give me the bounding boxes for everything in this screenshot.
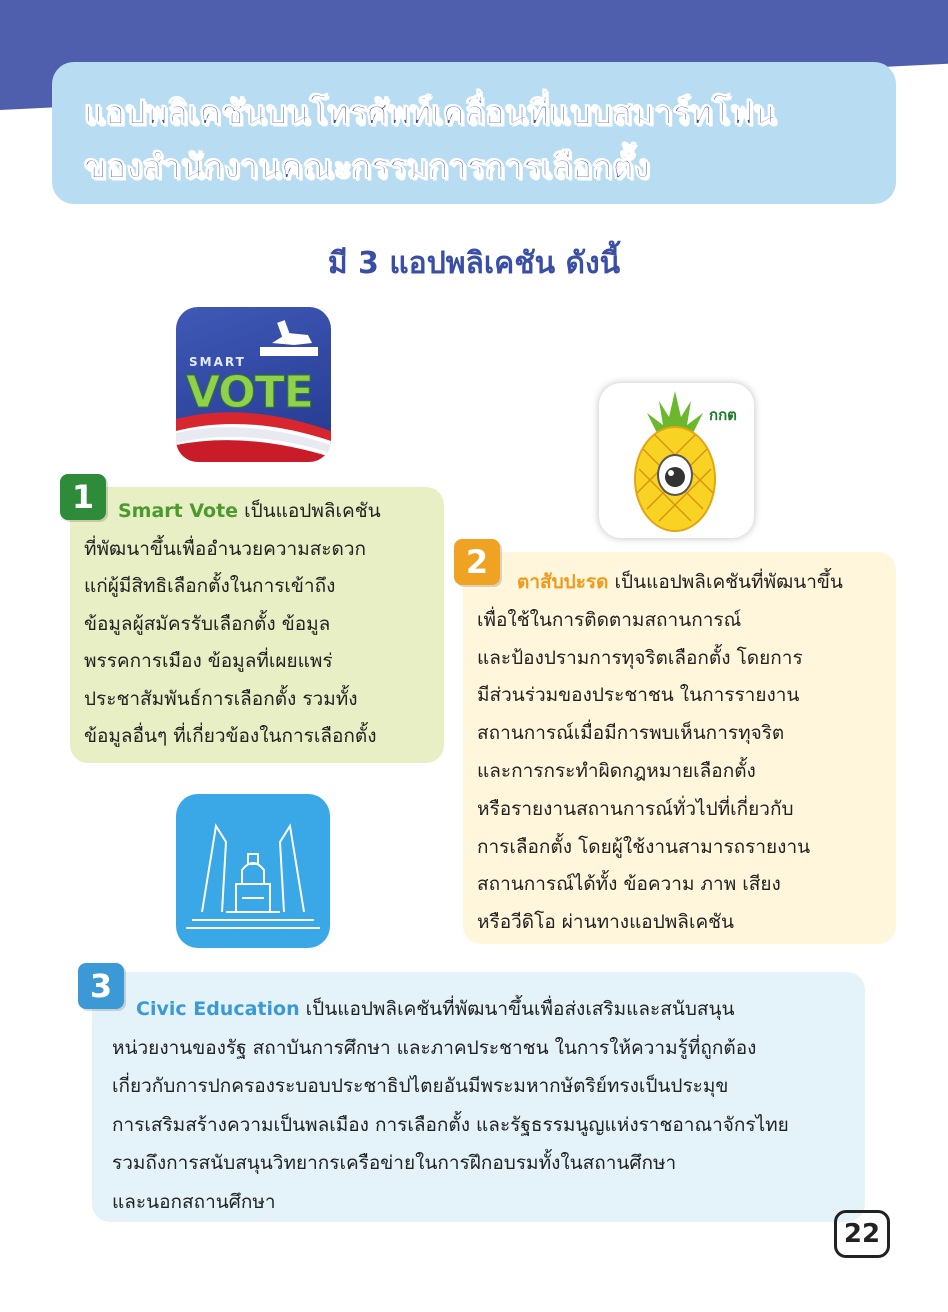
description-line: และป้องปรามการทุจริตเลือกตั้ง โดยการ [477, 646, 803, 669]
description-line: และการกระทำผิดกฎหมายเลือกตั้ง [477, 759, 756, 782]
app-name-civic-education: Civic Education [136, 998, 300, 1020]
app-number-badge-2: 2 [454, 539, 500, 585]
page-title-line-1: แอปพลิเคชันบนโทรศัพท์เคลื่อนที่แบบสมาร์ทโฟน [84, 93, 776, 132]
description-line: เกี่ยวกับการปกครองระบอบประชาธิปไตยอันมีพระมหากษัตริย์ทรงเป็นประมุข [112, 1075, 729, 1097]
smart-vote-icon-label-big: VOTE [186, 367, 313, 418]
title-box [52, 62, 896, 204]
description-line: หรือวีดิโอ ผ่านทางแอปพลิเคชัน [477, 911, 735, 934]
description-line: หรือรายงานสถานการณ์ทั่วไปที่เกี่ยวกับ [477, 797, 794, 820]
description-line: รวมถึงการสนับสนุนวิทยากรเครือข่ายในการฝึกอบรมทั้งในสถานศึกษา [112, 1152, 677, 1174]
description-line [112, 990, 789, 1029]
section-subtitle: มี 3 แอปพลิเคชัน ดังนี้ [327, 246, 621, 281]
description-line: การเสริมสร้างความเป็นพลเมือง การเลือกตั้ง และรัฐธรรมนูญแห่งราชอาณาจักรไทย [112, 1113, 789, 1136]
smart-vote-app-icon [176, 307, 331, 462]
pineapple-app-icon [599, 383, 754, 538]
page-number: 22 [834, 1210, 890, 1258]
description-line: ที่พัฒนาขึ้นเพื่ออำนวยความสะดวก [84, 537, 367, 560]
description-line: สถานการณ์ได้ทั้ง ข้อความ ภาพ เสียง [477, 873, 781, 896]
description-line: ประชาสัมพันธ์การเลือกตั้ง รวมทั้ง [84, 687, 358, 710]
description-line: ข้อมูลผู้สมัครรับเลือกตั้ง ข้อมูล [84, 612, 331, 635]
description-line: มีส่วนร่วมของประชาชน ในการรายงาน [477, 684, 800, 707]
description-line: หน่วยงานของรัฐ สถาบันการศึกษา และภาคประชาชน ในการให้ความรู้ที่ถูกต้อง [112, 1036, 757, 1059]
description-line [84, 493, 381, 531]
description-line: และนอกสถานศึกษา [112, 1190, 276, 1213]
democracy-monument-icon [176, 794, 330, 948]
civic-education-app-icon [176, 794, 330, 948]
description-text: เป็นแอปพลิเคชัน [238, 500, 381, 522]
description-line: การเลือกตั้ง โดยผู้ใช้งานสามารถรายงาน [477, 835, 811, 858]
app-description-ta-sapparot [477, 564, 843, 942]
description-text: เป็นแอปพลิเคชันที่พัฒนาขึ้นเพื่อส่งเสริมและสนับสนุน [299, 998, 735, 1020]
app-description-civic-education [112, 990, 789, 1221]
description-line: แก่ผู้มีสิทธิเลือกตั้งในการเข้าถึง [84, 575, 336, 597]
page-title-line-2: ของสำนักงานคณะกรรมการการเลือกตั้ง [84, 147, 650, 186]
ect-logo-label: กกต [709, 406, 737, 424]
app-name-smart-vote: Smart Vote [118, 500, 239, 522]
app-number-badge-3: 3 [78, 963, 124, 1009]
description-line: เพื่อใช้ในการติดตามสถานการณ์ [477, 608, 742, 631]
description-line: พรรคการเมือง ข้อมูลที่เผยแพร่ [84, 650, 333, 672]
app-description-smart-vote [84, 493, 381, 756]
description-line: สถานการณ์เมื่อมีการพบเห็นการทุจริต [477, 722, 785, 745]
app-number-badge-1: 1 [60, 474, 106, 520]
smart-vote-icon-label-small: SMART [189, 355, 246, 369]
description-line: ข้อมูลอื่นๆ ที่เกี่ยวข้องในการเลือกตั้ง [84, 725, 377, 747]
description-text: เป็นแอปพลิเคชันที่พัฒนาขึ้น [608, 571, 843, 593]
app-name-ta-sapparot: ตาสับปะรด [517, 571, 609, 593]
description-line [477, 564, 843, 602]
